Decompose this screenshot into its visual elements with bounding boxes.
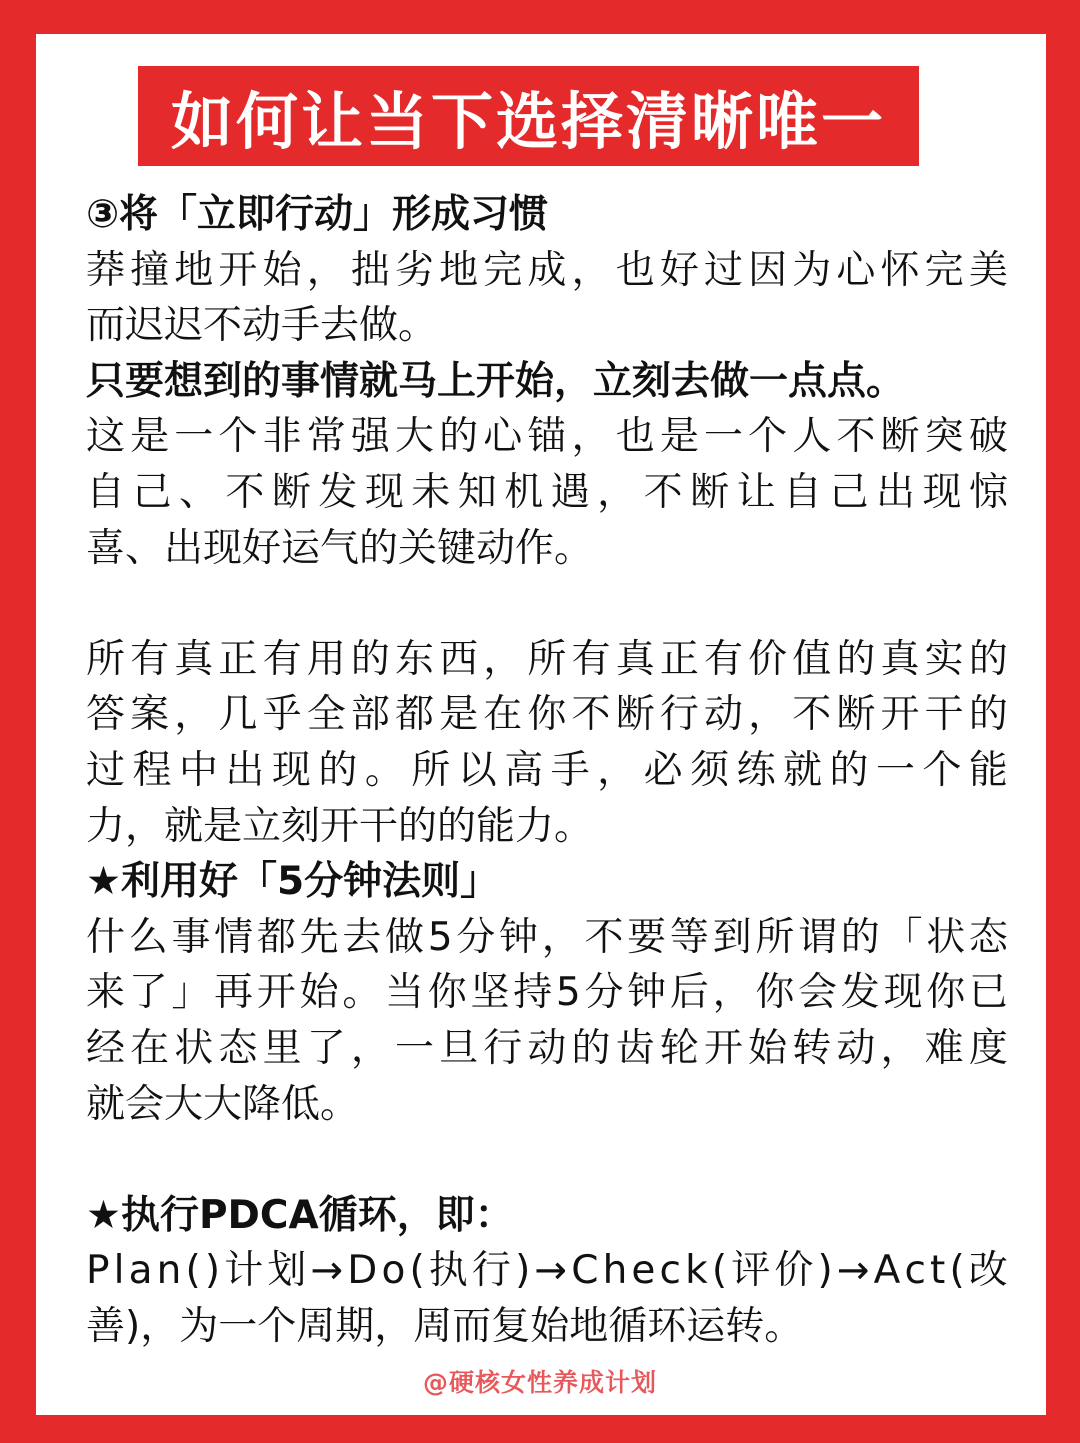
text-line: 而迟迟不动手去做。 [86, 303, 438, 349]
heading-line: 只要想到的事情就马上开始，立刻去做一点点。 [86, 358, 906, 404]
page-title: 如何让当下选择清晰唯一 [170, 84, 886, 158]
text-line: 力，就是立刻开干的的能力。 [86, 803, 594, 849]
text-line: 来 了 」 再 开 始 。 当 你 坚 持 5 分 钟 后 ， 你 会 发 现 你 已 [86, 970, 1008, 1016]
heading-line: ★执行PDCA循环，即： [86, 1192, 514, 1238]
text-line: 过 程 中 出 现 的 。 所 以 高 手 ， 必 须 练 就 的 一 个 能 [86, 747, 1008, 793]
author-credit: @硬核女性养成计划 [422, 1368, 657, 1397]
text-line: 自 己 、 不 断 发 现 未 知 机 遇 ， 不 断 让 自 己 出 现 惊 [86, 469, 1008, 515]
text-line: 喜、出现好运气的关键动作。 [86, 525, 594, 571]
text-line: 经 在 状 态 里 了 ， 一 旦 行 动 的 齿 轮 开 始 转 动 ， 难 度 [86, 1025, 1008, 1071]
text-line: P l a n ( ) 计 划 → D o ( 执 行 ) → C h e c k ( 评 价 ) → A c t ( 改 [86, 1248, 1008, 1294]
blank-line [86, 1132, 1008, 1188]
text-line: 这 是 一 个 非 常 强 大 的 心 锚 ， 也 是 一 个 人 不 断 突 破 [86, 414, 1008, 460]
heading-line: ★利用好「5分钟法则」 [86, 859, 500, 905]
text-line: 所 有 真 正 有 用 的 东 西 ， 所 有 真 正 有 价 值 的 真 实 的 [86, 636, 1008, 682]
text-line: 答 案 ， 几 乎 全 部 都 是 在 你 不 断 行 动 ， 不 断 开 干 的 [86, 692, 1008, 738]
title-banner [138, 66, 919, 166]
blank-line [86, 576, 1008, 632]
heading-line: ③将「立即行动」形成习惯 [86, 192, 549, 237]
text-line: 什 么 事 情 都 先 去 做 5 分 钟 ， 不 要 等 到 所 谓 的 「 状 态 [86, 914, 1008, 960]
text-line: 莽 撞 地 开 始 ， 拙 劣 地 完 成 ， 也 好 过 因 为 心 怀 完 美 [86, 247, 1008, 293]
article-body [86, 187, 1008, 1354]
text-line: 善)，为一个周期，周而复始地循环运转。 [86, 1303, 804, 1349]
text-line: 就会大大降低。 [86, 1081, 360, 1127]
